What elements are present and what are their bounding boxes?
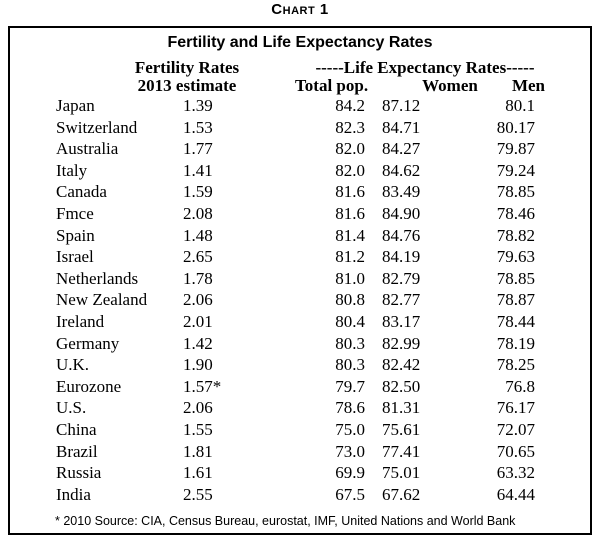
table-row: [10, 246, 590, 268]
life-expectancy-men-value: 79.63: [496, 247, 535, 267]
fertility-rate-value: 1.55: [183, 419, 213, 439]
life-expectancy-total-pop-value: 78.6: [335, 398, 365, 418]
life-expectancy-men-value: 78.85: [496, 268, 535, 288]
country-name: Canada: [56, 182, 107, 202]
life-expectancy-women-value: 87.12: [382, 96, 421, 115]
fertility-rate-value: 1.57*: [183, 376, 222, 396]
country-name: India: [56, 484, 91, 504]
life-expectancy-total-pop-value: 82.0: [335, 139, 365, 159]
column-header-men: Men: [511, 75, 545, 95]
table-row: [10, 484, 590, 506]
country-name: Fmce: [56, 203, 94, 223]
table-row: [10, 138, 590, 160]
life-expectancy-total-pop-value: 69.9: [335, 463, 365, 483]
fertility-rate-value: 1.42: [183, 333, 213, 353]
country-name: Ireland: [56, 311, 105, 331]
life-expectancy-women-value: 82.79: [382, 268, 421, 288]
life-expectancy-total-pop-value: 81.6: [335, 182, 365, 202]
table-border-box: [8, 26, 592, 535]
country-name: Australia: [56, 139, 119, 159]
fertility-rate-value: 2.65: [183, 247, 213, 267]
country-name: Japan: [56, 96, 95, 115]
life-expectancy-total-pop-value: 80.3: [335, 333, 365, 353]
country-name: Israel: [56, 247, 94, 267]
fertility-rate-value: 2.08: [183, 203, 213, 223]
life-expectancy-women-value: 75.61: [382, 419, 421, 439]
life-expectancy-men-value: 78.46: [496, 203, 535, 223]
fertility-rate-value: 2.55: [183, 484, 213, 504]
life-expectancy-men-value: 79.24: [496, 160, 535, 180]
table-row: [10, 397, 590, 419]
life-expectancy-men-value: 78.19: [496, 333, 535, 353]
life-expectancy-total-pop-value: 67.5: [335, 484, 365, 504]
life-expectancy-women-value: 84.90: [382, 203, 421, 223]
life-expectancy-men-value: 63.32: [496, 463, 535, 483]
life-expectancy-women-value: 83.17: [382, 311, 421, 331]
life-expectancy-total-pop-value: 75.0: [335, 419, 365, 439]
life-expectancy-women-value: 77.41: [382, 441, 421, 461]
life-expectancy-women-value: 67.62: [382, 484, 421, 504]
life-expectancy-men-value: 72.07: [496, 419, 535, 439]
life-expectancy-men-value: 70.65: [496, 441, 535, 461]
life-expectancy-total-pop-value: 80.8: [335, 290, 365, 310]
table-row: [10, 160, 590, 182]
life-expectancy-women-value: 81.31: [382, 398, 421, 418]
table-row: [10, 419, 590, 441]
column-header-fertility-line2: 2013 estimate: [137, 75, 237, 95]
life-expectancy-women-value: 84.62: [382, 160, 421, 180]
country-name: China: [56, 419, 97, 439]
country-name: Eurozone: [56, 376, 122, 396]
fertility-rate-value: 1.41: [183, 160, 213, 180]
life-expectancy-women-value: 84.76: [382, 225, 421, 245]
country-name: Switzerland: [56, 117, 138, 137]
life-expectancy-men-value: 78.85: [496, 182, 535, 202]
fertility-rate-value: 2.01: [183, 311, 213, 331]
column-header-total-pop: Total pop.: [295, 75, 369, 95]
table-row: [10, 354, 590, 376]
fertility-rate-value: 1.53: [183, 117, 213, 137]
source-footnote: * 2010 Source: CIA, Census Bureau, eurostat, IMF, United Nations and World Bank: [55, 514, 516, 528]
fertility-rate-value: 2.06: [183, 398, 213, 418]
life-expectancy-total-pop-value: 84.2: [335, 96, 365, 115]
table-row: [10, 268, 590, 290]
country-name: U.K.: [56, 355, 90, 375]
table-row: [10, 462, 590, 484]
fertility-rate-value: 1.77: [183, 139, 213, 159]
life-expectancy-women-value: 84.27: [382, 139, 421, 159]
life-expectancy-total-pop-value: 82.3: [335, 117, 365, 137]
life-expectancy-men-value: 78.44: [496, 311, 535, 331]
table-row: [10, 181, 590, 203]
life-expectancy-men-value: 80.1: [505, 96, 535, 115]
life-expectancy-men-value: 76.8: [505, 376, 535, 396]
column-header-women: Women: [422, 75, 478, 95]
table-row: [10, 333, 590, 355]
life-expectancy-men-value: 80.17: [496, 117, 535, 137]
country-name: New Zealand: [56, 290, 148, 310]
fertility-rate-value: 1.81: [183, 441, 213, 461]
life-expectancy-total-pop-value: 81.0: [335, 268, 365, 288]
chart-number-label: Chart 1: [271, 1, 329, 18]
country-name: Italy: [56, 160, 88, 180]
life-expectancy-total-pop-value: 80.3: [335, 355, 365, 375]
table-row: [10, 117, 590, 139]
fertility-rate-value: 1.90: [183, 355, 213, 375]
fertility-rate-value: 1.78: [183, 268, 213, 288]
table-body: [10, 95, 590, 505]
column-header-fertility-line1: Fertility Rates: [134, 58, 240, 77]
table-row: [10, 441, 590, 463]
life-expectancy-total-pop-value: 73.0: [335, 441, 365, 461]
life-expectancy-men-value: 78.25: [496, 355, 535, 375]
life-expectancy-women-value: 83.49: [382, 182, 421, 202]
life-expectancy-women-value: 84.71: [382, 117, 421, 137]
fertility-rate-value: 1.48: [183, 225, 213, 245]
life-expectancy-women-value: 84.19: [382, 247, 421, 267]
life-expectancy-total-pop-value: 81.6: [335, 203, 365, 223]
life-expectancy-men-value: 76.17: [496, 398, 535, 418]
column-group-header-life-expectancy: -----Life Expectancy Rates-----: [315, 58, 535, 77]
table-title: Fertility and Life Expectancy Rates: [167, 34, 433, 51]
country-name: Russia: [56, 463, 102, 483]
life-expectancy-total-pop-value: 81.2: [335, 247, 365, 267]
table-row: [10, 225, 590, 247]
table-row: [10, 203, 590, 225]
life-expectancy-total-pop-value: 81.4: [335, 225, 365, 245]
fertility-rate-value: 1.59: [183, 182, 213, 202]
table-row: [10, 289, 590, 311]
life-expectancy-women-value: 75.01: [382, 463, 421, 483]
column-header-fertility: [117, 59, 257, 94]
country-name: Brazil: [56, 441, 98, 461]
country-name: Netherlands: [56, 268, 139, 288]
life-expectancy-men-value: 78.82: [496, 225, 535, 245]
life-expectancy-women-value: 82.99: [382, 333, 421, 353]
country-name: U.S.: [56, 398, 87, 418]
life-expectancy-women-value: 82.77: [382, 290, 421, 310]
life-expectancy-total-pop-value: 79.7: [335, 376, 365, 396]
life-expectancy-total-pop-value: 80.4: [335, 311, 365, 331]
country-name: Germany: [56, 333, 120, 353]
table-row: [10, 95, 590, 117]
life-expectancy-women-value: 82.42: [382, 355, 421, 375]
fertility-rate-value: 2.06: [183, 290, 213, 310]
fertility-rate-value: 1.39: [183, 96, 213, 115]
life-expectancy-total-pop-value: 82.0: [335, 160, 365, 180]
life-expectancy-men-value: 79.87: [496, 139, 535, 159]
country-name: Spain: [56, 225, 95, 245]
life-expectancy-men-value: 64.44: [496, 484, 535, 504]
table-row: [10, 376, 590, 398]
fertility-rate-value: 1.61: [183, 463, 213, 483]
life-expectancy-men-value: 78.87: [496, 290, 535, 310]
table-row: [10, 311, 590, 333]
life-expectancy-women-value: 82.50: [382, 376, 421, 396]
